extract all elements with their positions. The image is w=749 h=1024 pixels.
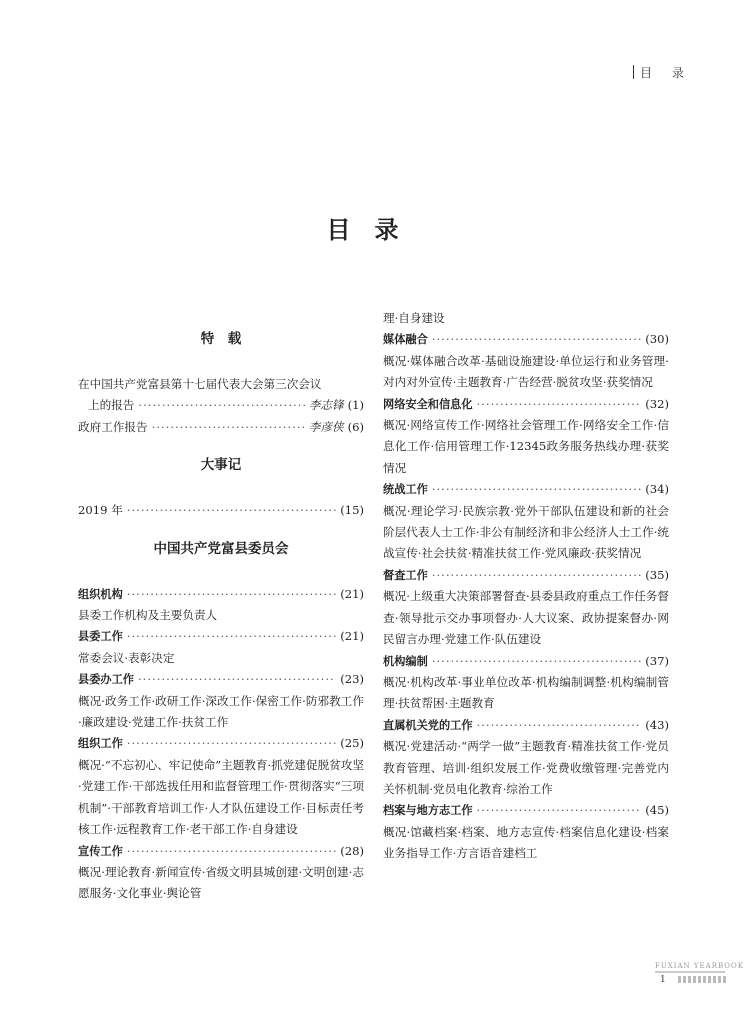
toc-entry[interactable]	[78, 584, 364, 627]
toc-entry-title: 统战工作	[383, 483, 428, 497]
toc-entry[interactable]	[383, 651, 669, 715]
toc-page: (28)	[340, 843, 364, 858]
leader-dots	[138, 395, 304, 416]
running-title: 目 录	[640, 66, 692, 80]
leader-dots	[477, 800, 642, 821]
toc-page: (15)	[340, 503, 364, 518]
leader-dots	[432, 565, 641, 586]
toc-label-line1: 在中国共产党富县第十七届代表大会第三次会议	[78, 377, 322, 391]
toc-entry[interactable]	[383, 715, 669, 801]
leader-dots	[127, 841, 336, 862]
toc-entry-title: 组织机构	[78, 587, 123, 601]
toc-entry[interactable]	[78, 841, 364, 905]
toc-entry-desc: 常委会议·表彰决定	[78, 650, 175, 665]
toc-entry[interactable]	[383, 565, 669, 651]
toc-entry[interactable]	[383, 479, 669, 565]
toc-entry[interactable]	[383, 329, 669, 393]
toc-entry-desc: 概况·机构改革·事业单位改革·机构编制调整·机构编制管理·扶贫帮困·主题教育	[383, 674, 669, 711]
toc-item-special-report[interactable]	[78, 374, 364, 417]
committee-entries	[78, 584, 364, 905]
toc-entry-title: 直属机关党的工作	[383, 718, 473, 732]
toc-entry[interactable]	[78, 669, 364, 733]
toc-entry-title: 机构编制	[383, 654, 428, 668]
page-number: 1	[660, 975, 666, 985]
leader-dots	[432, 651, 641, 672]
toc-page: (34)	[645, 482, 669, 497]
toc-entry-title: 县委办工作	[78, 673, 134, 687]
toc-entry-desc: 概况·上级重大决策部署督查·县委县政府重点工作任务督查·领导批示交办事项督办·人大议案、政协提案督办·网民留言办理·党建工作·队伍建设	[383, 589, 669, 647]
page-title: 目录	[326, 215, 423, 244]
toc-entry-desc: 概况·媒体融合改革·基础设施建设·单位运行和业务管理·对内对外宣传·主题教育·广告经营·脱贫攻坚·获奖情况	[383, 353, 669, 390]
toc-page: (35)	[645, 567, 669, 582]
toc-entry[interactable]	[78, 626, 364, 669]
leader-dots	[477, 715, 642, 736]
toc-page: (6)	[347, 419, 364, 434]
toc-entry-desc: 概况·馆藏档案·档案、地方志宣传·档案信息化建设·档案业务指导工作·方言语音建档工	[383, 824, 669, 861]
section-title-committee: 中国共产党富县委员会	[153, 540, 289, 557]
toc-entry[interactable]	[383, 394, 669, 480]
toc-entry-title: 网络安全和信息化	[383, 397, 473, 411]
toc-page: (45)	[645, 803, 669, 818]
toc-entry-title: 县委工作	[78, 630, 123, 644]
left-column	[78, 308, 364, 905]
toc-page: (21)	[340, 586, 364, 601]
toc-entry[interactable]	[78, 733, 364, 840]
toc-item-gov-report[interactable]	[78, 417, 364, 438]
leader-dots	[138, 669, 336, 690]
header-divider	[633, 65, 634, 79]
continued-desc: 理·自身建设	[383, 311, 445, 325]
toc-entry-desc: 县委工作机构及主要负责人	[78, 608, 218, 623]
right-column	[383, 308, 669, 865]
running-header	[633, 64, 692, 81]
toc-entry-title: 档案与地方志工作	[383, 804, 473, 818]
toc-entry[interactable]	[383, 800, 669, 864]
toc-page: (32)	[645, 396, 669, 411]
leader-dots	[127, 500, 336, 521]
leader-dots	[127, 584, 336, 605]
right-entries	[383, 329, 669, 864]
section-title-special: 特 载	[200, 331, 242, 347]
toc-label-line2: 上的报告	[88, 398, 135, 413]
toc-entry-title: 组织工作	[78, 737, 123, 751]
toc-author: 李彦侠	[308, 419, 344, 434]
leader-dots	[127, 733, 336, 754]
toc-label: 2019 年	[78, 503, 123, 518]
toc-page: (25)	[340, 736, 364, 751]
toc-page: (1)	[347, 398, 364, 413]
leader-dots	[152, 417, 305, 438]
toc-entry-title: 督查工作	[383, 568, 428, 582]
page-bar-decoration	[678, 976, 728, 983]
leader-dots	[432, 329, 641, 350]
toc-entry-desc: 概况·理论学习·民族宗教·党外干部队伍建设和新的社会阶层代表人士工作·非公有制经济和非公经济人士工作·统战宣传·社会扶贫·精准扶贫工作·党风廉政·获奖情况	[383, 503, 669, 561]
leader-dots	[127, 626, 336, 647]
toc-entry-desc: 概况·理论教育·新闻宣传·省级文明县城创建·文明创建·志愿服务·文化事业·舆论管	[78, 864, 364, 901]
toc-page: (30)	[645, 332, 669, 347]
toc-page: (37)	[645, 653, 669, 668]
toc-entry-desc: 概况·“不忘初心、牢记使命”主题教育·抓党建促脱贫攻坚·党建工作·干部选拔任用和监督管理工作·贯彻落实“三项机制”·干部教育培训工作·人才队伍建设工作·目标责任考核工作·远程教育工作·老干部工作·自身建设	[78, 757, 364, 837]
toc-page: (43)	[645, 717, 669, 732]
leader-dots	[477, 394, 642, 415]
toc-entry-desc: 概况·党建活动·“两学一做”主题教育·精准扶贫工作·党员教育管理、培训·组织发展工作·党费收缴管理·完善党内关怀机制·党员电化教育·综治工作	[383, 739, 669, 796]
toc-entry-title: 媒体融合	[383, 333, 428, 347]
toc-page: (23)	[340, 672, 364, 687]
toc-entry-desc: 概况·网络宣传工作·网络社会管理工作·网络安全工作·信息化工作·信用管理工作·12345政务服务热线办理·获奖情况	[383, 418, 669, 475]
toc-entry-desc: 概况·政务工作·政研工作·深改工作·保密工作·防邪教工作·廉政建设·党建工作·扶贫工作	[78, 693, 364, 730]
section-title-events: 大事记	[200, 457, 242, 474]
yearbook-footer-text: FUXIAN YEARBOOK	[655, 962, 744, 970]
toc-label: 政府工作报告	[78, 419, 148, 434]
leader-dots	[432, 479, 641, 500]
toc-item-2019[interactable]	[78, 500, 364, 521]
footer-rule	[655, 971, 725, 973]
toc-page: (21)	[340, 629, 364, 644]
toc-entry-title: 宣传工作	[78, 844, 123, 858]
toc-author: 李志锋	[308, 398, 344, 413]
